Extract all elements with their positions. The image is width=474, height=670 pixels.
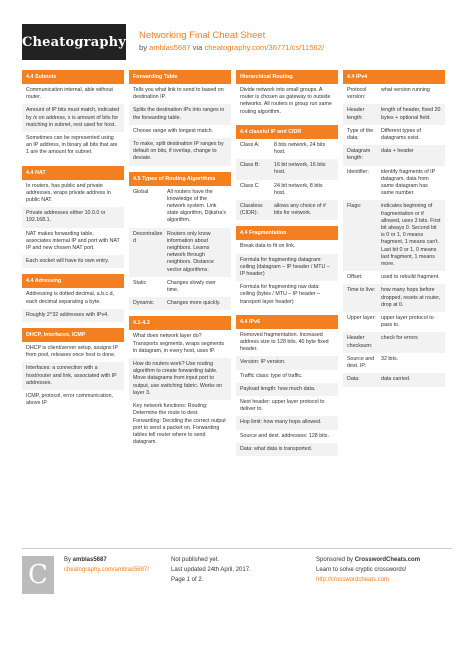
text-row: Data: what data is transported. bbox=[236, 443, 338, 456]
text-row: In routers, has public and private addresses, wraps private address in public NAT. bbox=[26, 182, 111, 204]
sponsor-line bbox=[316, 555, 420, 565]
section-title: 4.4 IPv4 bbox=[343, 70, 445, 84]
kv-row bbox=[343, 271, 445, 284]
kv-key: Class C bbox=[240, 182, 259, 189]
text-row: Source and dest. addresses: 128 bits. bbox=[240, 432, 329, 439]
kv-row bbox=[343, 312, 445, 332]
byline-by: by bbox=[139, 43, 150, 52]
page-header bbox=[0, 0, 474, 62]
text-row: Removed fragmentation. Increased address size to 128 bits. 40 byte fixed header. bbox=[240, 331, 329, 353]
text-row: Traffic class: type of traffic. bbox=[240, 372, 303, 379]
text-row: Formula for fragmenting raw data: ceiling (bytes / MTU – IP header – transport layer header) bbox=[240, 284, 320, 305]
section-title: 4.4 NAT bbox=[22, 166, 124, 180]
section-forwarding-table bbox=[129, 70, 231, 166]
section-title: Forwarding Table bbox=[129, 70, 231, 84]
kv-row bbox=[343, 332, 445, 352]
kv-row bbox=[343, 200, 445, 271]
kv-value: identify fragments of IP datagram, data from same datagram has same number. bbox=[381, 168, 436, 197]
section-classful-ip bbox=[236, 125, 338, 221]
text-row: ICMP, protocol, error communication, above IP bbox=[26, 393, 114, 407]
cheatography-c-icon: C bbox=[22, 556, 54, 594]
footer-by-line bbox=[64, 555, 149, 565]
section-routing-algorithms bbox=[129, 172, 231, 311]
section-ipv6 bbox=[236, 315, 338, 456]
kv-row bbox=[343, 125, 445, 145]
section-adressing bbox=[22, 274, 124, 322]
text-row: Interfaces: a connection with a host/router and link, associated with IP addresses. bbox=[22, 362, 124, 390]
kv-key: Dynamic bbox=[133, 300, 154, 307]
text-row: DHCP is client/server setup, assigns IP from pool, releases once host is done. bbox=[26, 345, 118, 359]
text-row: Key network functions: Routing: Determine the route to dest. Forwarding: Deciding the correct output port to send a packet on. Forwarding tables tell router where to send datagram. bbox=[133, 403, 226, 446]
sponsor-link[interactable]: http://crosswordcheats.com bbox=[316, 577, 390, 583]
kv-value: upper layer protocol to pass to. bbox=[381, 315, 434, 329]
text-row: Version: IP version. bbox=[236, 356, 338, 369]
kv-row bbox=[343, 84, 445, 104]
kv-value: used to rebuild fragment. bbox=[381, 274, 440, 281]
text-row: Tells you what link to send to based on destination IP. bbox=[133, 87, 224, 101]
section-subnets bbox=[22, 70, 124, 160]
sponsor-name[interactable]: CrosswordCheats.com bbox=[354, 557, 421, 563]
text-row: Break data to fit on link. bbox=[240, 243, 296, 250]
kv-row bbox=[236, 200, 338, 220]
text-row: Sometimes can be represented using an IP address, in binary all bits that are 1 are the amount for subnet. bbox=[26, 135, 118, 156]
section-title: 4.1-4.3 bbox=[129, 316, 231, 330]
kv-value: Routers only know information about neighbors. Learns network through neighbors. Distance vector algorithms. bbox=[167, 230, 214, 273]
kv-value: data carried. bbox=[381, 376, 411, 383]
text-row: Next header: upper layer protocol to deliver to. bbox=[240, 399, 325, 413]
section-nat bbox=[22, 166, 124, 269]
kv-value: indicates beginning of fragmentation or if allowed, uses 3 bits. First bit always 0. Second bit is 0 or 1, 0 means fragment, 1 means can't. Last bit 0 or 1, 0 means last fragment, 1 means more. bbox=[381, 203, 441, 268]
kv-row bbox=[343, 353, 445, 373]
text-row: Hop limit: how many hops allowed. bbox=[236, 416, 338, 429]
footer-by: By bbox=[64, 557, 73, 563]
column-2 bbox=[129, 70, 231, 455]
section-title: DHCP, Interfaces, ICMP bbox=[22, 328, 124, 342]
column-1 bbox=[22, 70, 124, 416]
sponsor-tagline: Learn to solve cryptic crosswords! bbox=[316, 567, 407, 573]
text-row: Addressing is dotted decimal, a.b.c.d, each decimal separating a byte. bbox=[26, 291, 115, 305]
kv-value: 16 bit network, 16 bits host. bbox=[274, 162, 326, 176]
text-row: Private addresses either 10.0.0 or 192.168.1. bbox=[22, 207, 124, 227]
kv-key: Protocol version: bbox=[347, 87, 367, 101]
text-row: Payload length: how much data. bbox=[236, 383, 338, 396]
footer-author-name: amblas5687 bbox=[72, 557, 107, 563]
section-4-1-4-3 bbox=[129, 316, 231, 449]
kv-row bbox=[236, 159, 338, 179]
byline bbox=[139, 43, 324, 52]
kv-row bbox=[343, 166, 445, 201]
footer-sponsor bbox=[316, 555, 420, 585]
kv-key: Class A: bbox=[240, 141, 260, 148]
kv-value: check for errors bbox=[381, 335, 418, 342]
column-3 bbox=[236, 70, 338, 462]
section-title: 4.4 Fragmentation bbox=[236, 226, 338, 240]
text-row: NAT makes forwarding table, associates internal IP and port with NAT IP and new chosen NAT port. bbox=[26, 230, 120, 252]
kv-key: Type of the data: bbox=[347, 127, 374, 142]
text-row: What does network layer do? Transports segments, wraps segments in datagram, in every host, uses IP. bbox=[133, 333, 225, 354]
kv-key: Header length: bbox=[347, 107, 365, 121]
section-title: 4.4 classful IP and CIDR bbox=[236, 125, 338, 139]
kv-row bbox=[343, 145, 445, 165]
kv-value: allows any choice of # bits for network. bbox=[274, 203, 326, 217]
kv-value: Changes slowly over time. bbox=[167, 279, 216, 294]
text-row: Splits the destination IPs into ranges in the forwarding table. bbox=[129, 104, 231, 124]
page-footer bbox=[22, 548, 452, 608]
last-updated: Last updated 24th April, 2017. bbox=[171, 567, 251, 573]
kv-key: Decentralized bbox=[133, 230, 163, 244]
section-title: 4.4 Adressing bbox=[22, 274, 124, 288]
kv-value: 8 bits network, 24 bits host. bbox=[274, 141, 326, 156]
text-row: Amount of IP bits must match, indicated by /x on address, x is amount of bits for matching in subnet, rest used for host. bbox=[22, 104, 124, 132]
text-row: Choose range with longest match. bbox=[133, 127, 214, 134]
kv-row bbox=[236, 139, 338, 159]
kv-key: Identifier: bbox=[347, 168, 369, 175]
section-hierarchical-routing bbox=[236, 70, 338, 119]
kv-value: what version running bbox=[381, 87, 430, 93]
kv-key: Offset: bbox=[347, 274, 363, 281]
kv-key: Data: bbox=[347, 376, 360, 383]
kv-value: 24 bit network, 8 bits host. bbox=[274, 182, 323, 196]
section-title: 4.4 IPv6 bbox=[236, 315, 338, 329]
kv-row bbox=[129, 228, 231, 277]
published-status: Not published yet. bbox=[171, 557, 220, 563]
kv-value: 32 bits. bbox=[381, 355, 399, 362]
kv-key: Header checksum: bbox=[347, 335, 373, 349]
kv-row bbox=[343, 373, 445, 386]
kv-key: Upper layer: bbox=[347, 315, 376, 322]
section-title: 4.4 Subnets bbox=[22, 70, 124, 84]
section-fragmentation bbox=[236, 226, 338, 308]
kv-row bbox=[236, 180, 338, 200]
kv-key: Class B: bbox=[240, 162, 260, 169]
kv-value: data + header bbox=[381, 148, 414, 155]
kv-key: Classless (CIDR): bbox=[240, 203, 263, 217]
footer-status bbox=[171, 555, 251, 585]
kv-row bbox=[343, 284, 445, 312]
section-title: Hierarchical Routing bbox=[236, 70, 338, 84]
text-row: Formula for fragmenting datagram: ceiling (datagram – IP header / MTU – IP header) bbox=[236, 254, 338, 282]
kv-value: how many hops before dropped, resets at router, drop at 0. bbox=[381, 287, 441, 308]
kv-key: Global bbox=[133, 188, 149, 195]
page-number: Page 1 of 2. bbox=[171, 577, 204, 583]
kv-key: Flags: bbox=[347, 203, 362, 210]
section-ipv4 bbox=[343, 70, 445, 387]
author-link[interactable]: amblas5687 bbox=[149, 43, 191, 52]
kv-key: Time to live: bbox=[347, 287, 376, 294]
text-row: Divide network into small groups. A router is chosen as gateway to outside networks. All routers in group run same routing algorithm. bbox=[240, 87, 332, 115]
kv-key: Static bbox=[133, 279, 147, 286]
footer-author bbox=[64, 555, 149, 575]
byline-via: via bbox=[190, 43, 205, 52]
text-row: Roughly 2^32 addresses with IPv4. bbox=[22, 309, 124, 322]
kv-row bbox=[129, 297, 231, 310]
footer-author-link[interactable]: cheatography.com/amblas5687/ bbox=[64, 567, 149, 573]
text-row: Each socket will have its own entry. bbox=[22, 255, 124, 268]
column-4 bbox=[343, 70, 445, 393]
kv-key: Source and dest. IP: bbox=[347, 355, 375, 370]
sheet-url-link[interactable]: cheatography.com/36771/cs/11562/ bbox=[204, 43, 325, 52]
kv-row bbox=[129, 277, 231, 297]
section-title: 4.5 Types of Routing Algorithms bbox=[129, 172, 231, 186]
sponsor-prefix: Sponsored by bbox=[316, 557, 355, 563]
section-dhcp bbox=[22, 328, 124, 410]
kv-value: Changes more quickly. bbox=[167, 300, 221, 307]
kv-key: Datagram length: bbox=[347, 148, 371, 162]
kv-row bbox=[129, 186, 231, 228]
text-row: Communication internal, able without router. bbox=[26, 87, 113, 101]
text-row: To make, split destination IP ranges by default on bits, if overlap, change to deviate. bbox=[129, 138, 231, 166]
kv-value: Different types of datagrams exist. bbox=[381, 127, 421, 142]
kv-value: All routers have the knowledge of the network system. Link state algorithm, Dijkstra's algorithm. bbox=[167, 188, 227, 224]
kv-row bbox=[343, 104, 445, 124]
kv-value: length of header, fixed 20 bytes + optional field. bbox=[381, 107, 441, 121]
page-title: Networking Final Cheat Sheet bbox=[139, 30, 266, 41]
cheatography-logo[interactable]: Cheatography bbox=[22, 24, 126, 60]
text-row: How do routers work? Use routing algorithm to create forwarding table. Move datagrams from input port to output, use switching fabric. Works on layer 3. bbox=[129, 358, 231, 400]
